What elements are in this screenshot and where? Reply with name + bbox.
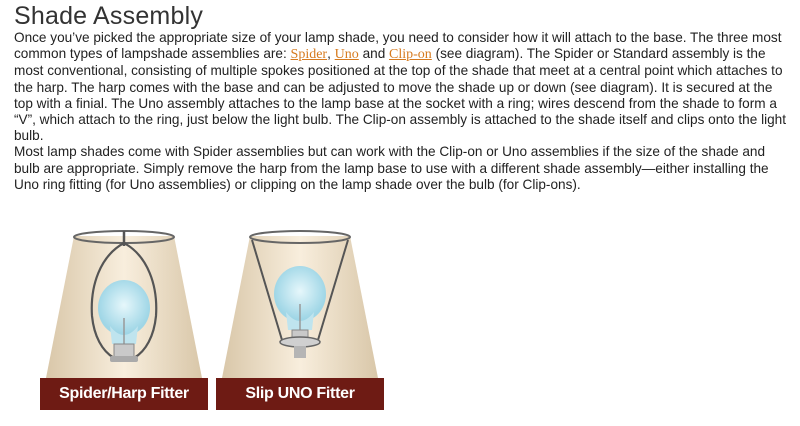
spider-harp-fitter-illustration <box>40 226 208 378</box>
spider-harp-caption: Spider/Harp Fitter <box>40 378 208 410</box>
paragraph-1-intro: Once you’ve picked the appropriate size of your lamp shade, you need to consider how it will attach to the base. The three most common types of lampshade assemblies are: <box>14 30 782 62</box>
separator: and <box>358 46 390 62</box>
article-body <box>14 30 794 193</box>
uno-link[interactable]: Uno <box>334 47 359 63</box>
clip-on-link[interactable]: Clip-on <box>389 47 432 63</box>
separator: , <box>327 46 335 62</box>
slip-uno-fitter-illustration <box>216 226 384 378</box>
spider-link[interactable]: Spider <box>290 47 328 63</box>
spider-harp-diagram <box>40 226 208 410</box>
paragraph-1 <box>14 30 794 144</box>
slip-uno-diagram <box>216 226 384 410</box>
page-title: Shade Assembly <box>14 2 204 30</box>
paragraph-1-body: (see diagram). The Spider or Standard assembly is the most conventional, consisting of multiple spokes positioned at the top of the shade that meet at a central point which attaches to the harp. The harp comes with the base and can be adjusted to move the shade up or down (see diagram). It is secured at the top with a finial. The Uno assembly attaches to the lamp base at the socket with a ring; wires descend from the shade to form a “V”, which attach to the ring, just below the light bulb. The Clip-on assembly is attached to the shade itself and clips onto the light bulb. <box>14 46 787 144</box>
slip-uno-caption: Slip UNO Fitter <box>216 378 384 410</box>
paragraph-2: Most lamp shades come with Spider assemblies but can work with the Clip-on or Uno assemblies if the size of the shade and bulb are appropriate. Simply remove the harp from the lamp base to use with a different shade assembly—either installing the Uno ring fitting (for Uno assemblies) or clipping on the lamp shade over the bulb (for Clip-ons). <box>14 144 769 192</box>
